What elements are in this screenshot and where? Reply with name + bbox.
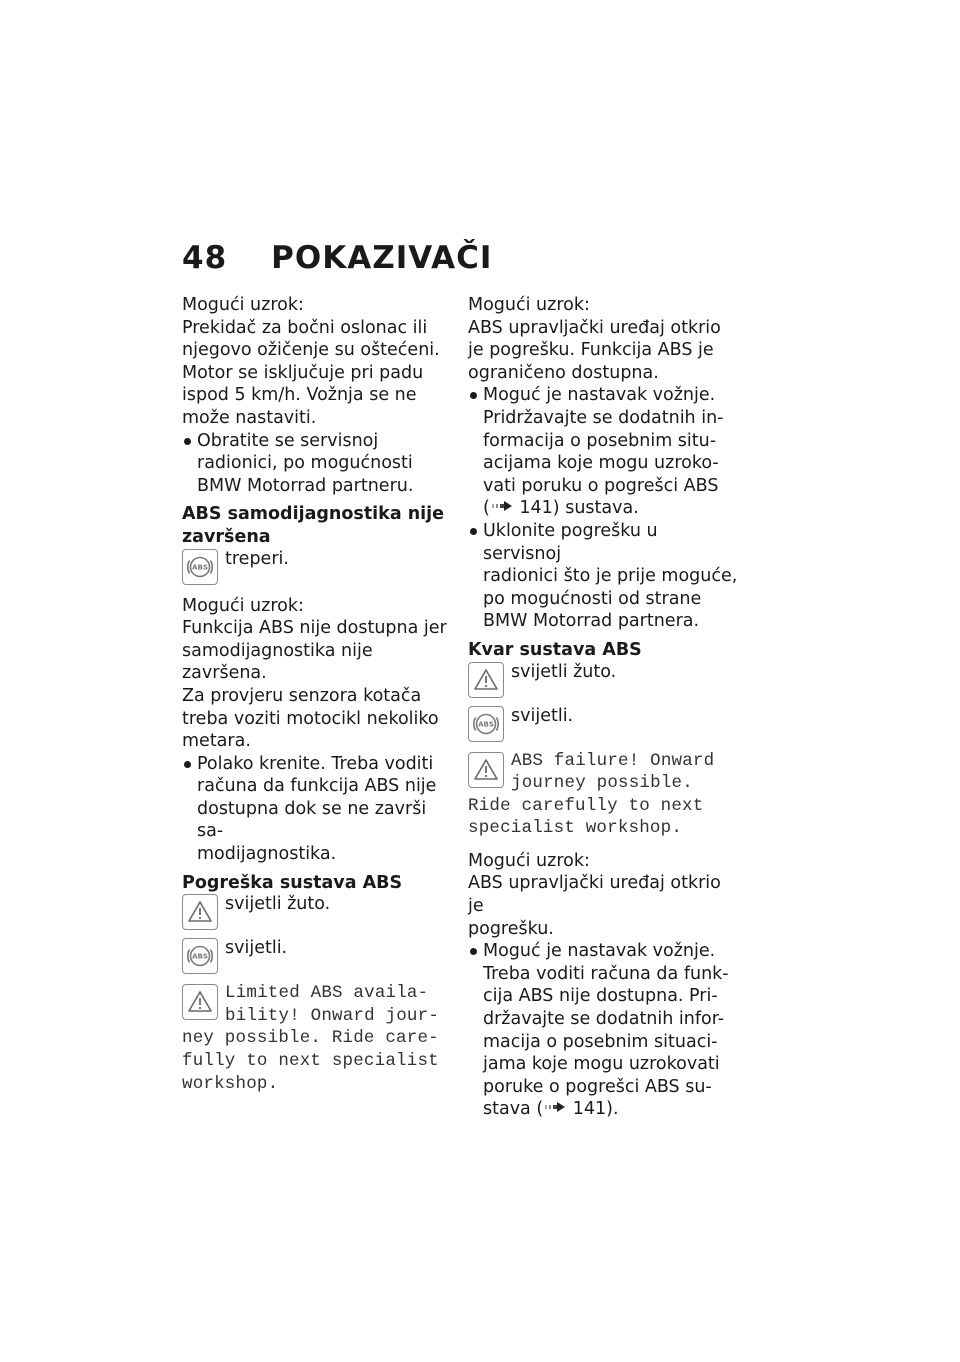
cause-text: ABS upravljački uređaj otkrio je pogrešku. Funkcija ABS je ograničeno dostupna.: [468, 317, 721, 383]
indicator-label: svijetli žuto.: [225, 894, 331, 915]
page-reference-arrow-icon[interactable]: [543, 1098, 567, 1121]
message-line: workshop.: [182, 1073, 279, 1094]
indicator-label: svijetli.: [225, 938, 288, 959]
bullet-item: Obratite se servisnoj radionici, po mogućnosti BMW Motorrad partneru.: [182, 430, 448, 498]
section-heading: Kvar sustava ABS: [468, 639, 642, 660]
message-line: specialist workshop.: [468, 818, 683, 839]
bullet-item: Polako krenite. Treba voditi računa da funkcija ABS nije dostupna dok se ne završi sa- modijagnostika.: [182, 753, 448, 866]
indicator-row: [182, 938, 448, 974]
warning-triangle-icon: [182, 984, 218, 1020]
bullet-item: Moguć je nastavak vožnje. Treba voditi računa da funk- cija ABS nije dostupna. Pri- državajte se dodatnih infor- macija o posebnim situaci- jama koje mogu uzrokovati poruke o pogrešci ABS su- stava ( 141).: [468, 940, 738, 1121]
display-message: [468, 750, 738, 840]
right-column: [468, 294, 738, 1121]
message-line: ABS failure! Onward: [511, 750, 715, 771]
abs-indicator-icon: [468, 706, 504, 742]
message-line: Ride carefully to next: [468, 795, 704, 816]
abs-indicator-icon: [182, 938, 218, 974]
warning-triangle-icon: [182, 894, 218, 930]
svg-text:ABS: ABS: [192, 952, 208, 961]
abs-indicator-icon: [182, 549, 218, 585]
svg-text:ABS: ABS: [478, 720, 494, 728]
message-line: ney possible. Ride care-: [182, 1028, 439, 1049]
section-heading: Pogreška sustava ABS: [182, 872, 403, 893]
display-message: [182, 982, 448, 1095]
message-line: bility! Onward jour-: [225, 1005, 440, 1026]
indicator-label: treperi.: [225, 548, 289, 569]
indicator-label: svijetli žuto.: [511, 661, 617, 682]
indicator-row: [468, 706, 738, 742]
message-line: fully to next specialist: [182, 1051, 439, 1072]
cause-label: Mogući uzrok:: [182, 595, 304, 616]
page-reference-arrow-icon[interactable]: [490, 497, 514, 520]
message-line: Limited ABS availa-: [225, 983, 429, 1004]
cause-text: Funkcija ABS nije dostupna jer samodijagnostika nije završena. Za provjeru senzora kotača treba voziti motocikl nekoliko metara.: [182, 618, 447, 752]
svg-text:ABS: ABS: [192, 563, 208, 572]
cause-label: Mogući uzrok:: [468, 850, 590, 871]
indicator-label: svijetli.: [511, 705, 574, 726]
cause-text: ABS upravljački uređaj otkrio je pogrešku.: [468, 873, 721, 939]
indicator-row: [182, 549, 448, 585]
left-column: [182, 294, 448, 1095]
warning-triangle-icon: [468, 662, 504, 698]
warning-triangle-icon: [468, 752, 504, 788]
bullet-item: Moguć je nastavak vožnje. Pridržavajte se dodatnih in- formacija o posebnim situ- acijama koje mogu uzroko- vati poruku o pogrešci ABS ( 141) sustava.: [468, 384, 738, 520]
cause-label: Mogući uzrok:: [182, 295, 304, 315]
bullet-item: Uklonite pogrešku u servisnoj radionici što je prije moguće, po mogućnosti od strane BMW Motorrad partnera.: [468, 520, 738, 633]
indicator-row: [182, 894, 448, 930]
section-heading: ABS samodijagnostika nije završena: [182, 504, 445, 547]
cause-text: Prekidač za bočni oslonac ili njegovo ožičenje su oštećeni. Motor se isključuje pri padu ispod 5 km/h. Vožnja se ne može nastaviti.: [182, 317, 440, 428]
page-number: 48: [182, 240, 228, 276]
page-title: POKAZIVAČI: [271, 240, 493, 276]
message-line: journey possible.: [511, 773, 693, 794]
cause-label: Mogući uzrok:: [468, 295, 590, 315]
page-header: [182, 240, 492, 288]
indicator-row: [468, 662, 738, 698]
